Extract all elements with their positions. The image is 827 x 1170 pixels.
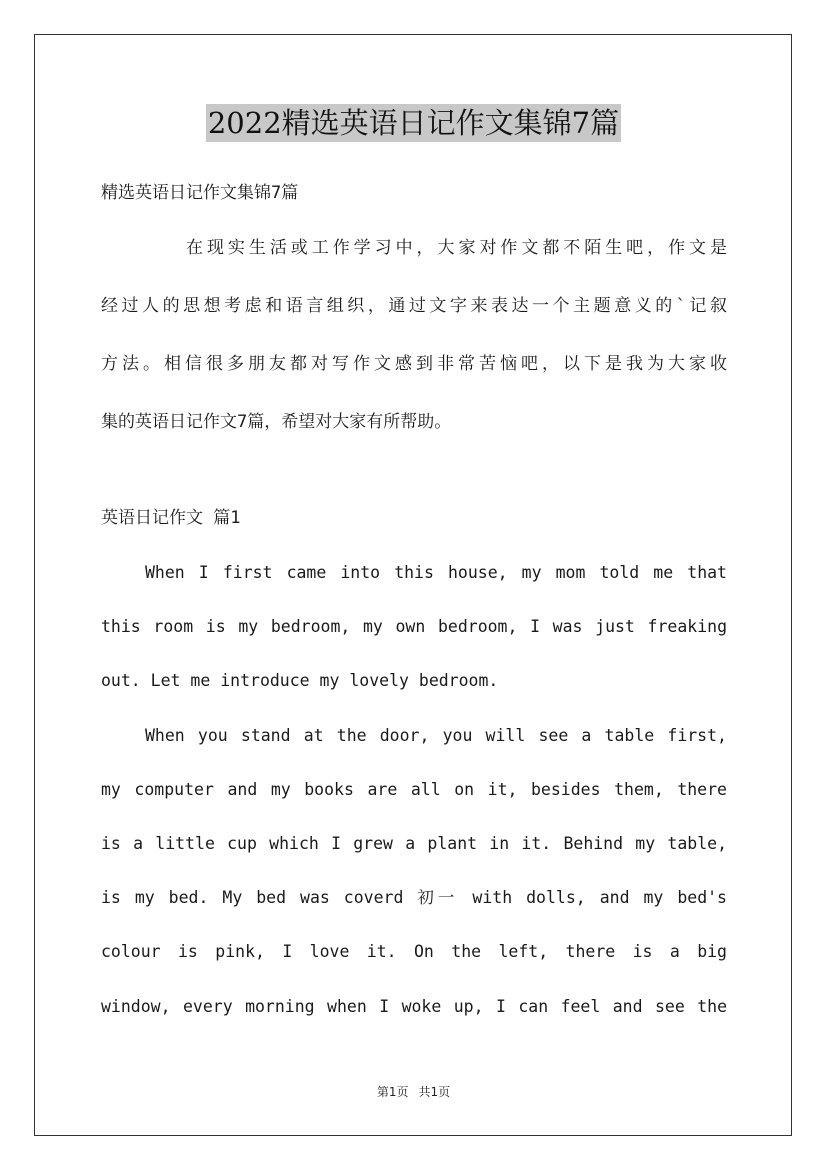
essay-line: When you stand at the door, you will see a table first, — [145, 725, 727, 745]
essay-line: When I first came into this house, my mom told me that — [145, 563, 727, 582]
essay-line: colour is pink, I love it. On the left, there is a big — [101, 942, 727, 962]
intro-line: 在现实生活或工作学习中，大家对作文都不陌生吧，作文是 — [186, 238, 727, 258]
essay-line: my computer and my books are all on it, besides them, there — [101, 779, 727, 799]
page-total: 共1页 — [418, 1085, 451, 1099]
page-footer — [0, 1084, 827, 1100]
section-heading: 英语日记作文 篇1 — [101, 508, 241, 528]
essay-body — [101, 560, 727, 1048]
title-container — [0, 104, 827, 142]
intro-paragraph — [101, 229, 727, 461]
intro-line: 集的英语日记作文7篇，希望对大家有所帮助。 — [101, 412, 452, 432]
document-subtitle: 精选英语日记作文集锦7篇 — [101, 183, 299, 203]
intro-line: 经过人的思想考虑和语言组织，通过文字来表达一个主题意义的`记叙 — [101, 296, 727, 316]
essay-line: out. Let me introduce my lovely bedroom. — [101, 671, 499, 691]
essay-line: is a little cup which I grew a plant in it. Behind my table, — [101, 833, 727, 853]
essay-line: this room is my bedroom, my own bedroom, I was just freaking — [101, 617, 727, 637]
intro-line: 方法。相信很多朋友都对写作文感到非常苦恼吧，以下是我为大家收 — [101, 354, 727, 374]
essay-line: window, every morning when I woke up, I can feel and see the — [101, 996, 727, 1016]
essay-line: is my bed. My bed was coverd 初一 with dolls, and my bed's — [101, 888, 727, 908]
page-number: 第1页 — [376, 1085, 409, 1099]
document-title: 2022精选英语日记作文集锦7篇 — [207, 106, 620, 140]
